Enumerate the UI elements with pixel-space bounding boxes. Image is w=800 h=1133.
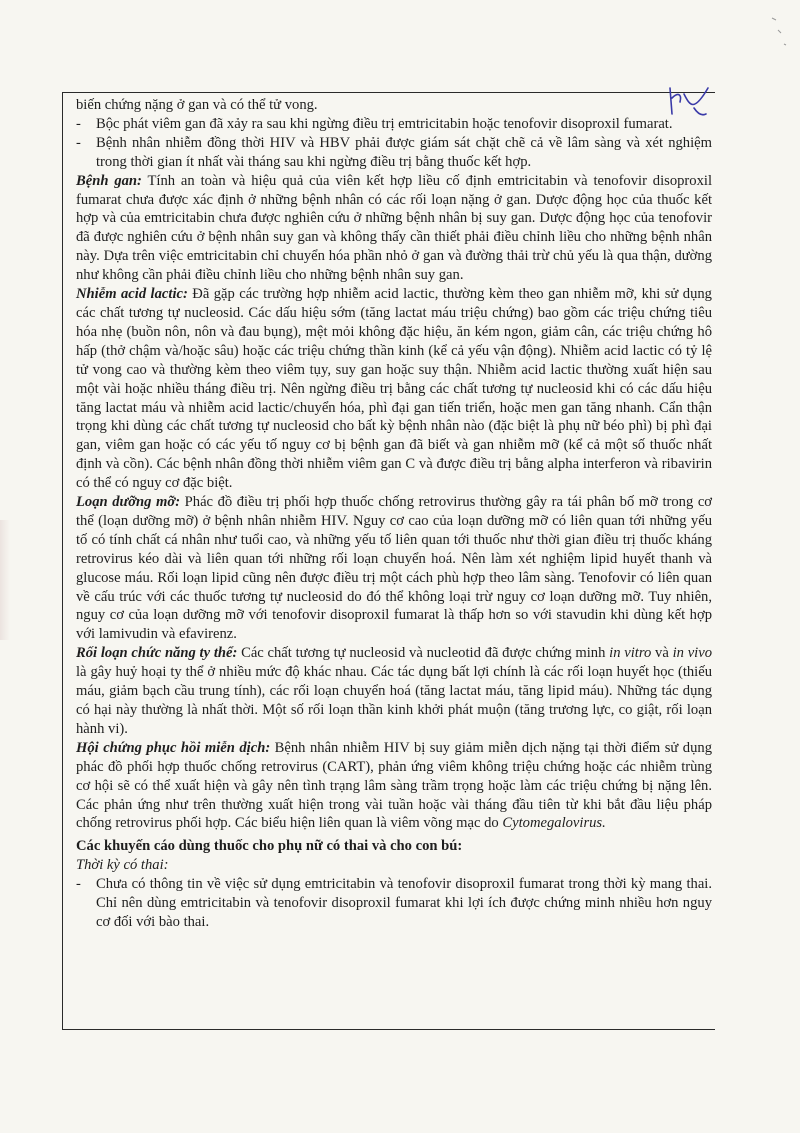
- paragraph-text: Các chất tương tự nucleosid và nucleotid đã được chứng minh: [237, 645, 610, 662]
- section-heading-pregnancy: Các khuyến cáo dùng thuốc cho phụ nữ có thai và cho con bú:: [76, 838, 463, 855]
- paragraph-lactic: [76, 285, 712, 493]
- list-item-text: Chưa có thông tin về việc sử dụng emtricitabin và tenofovir disoproxil fumarat trong thời kỳ mang thai. Chỉ nên dùng emtricitabin và tenofovir disoproxil fumarat khi lợi ích được chứng minh nhiều hơn nguy cơ đối với bào thai.: [96, 876, 712, 930]
- continuation-line: biến chứng nặng ở gan và có thể tử vong.: [76, 97, 318, 113]
- term-in-vivo: in vivo: [672, 645, 712, 662]
- heading-immune: Hội chứng phục hồi miễn dịch:: [76, 739, 271, 756]
- subheading-pregnancy: Thời kỳ có thai:: [76, 857, 169, 874]
- bullet-dash: -: [76, 115, 81, 132]
- list-item: [76, 875, 712, 932]
- list-item: [76, 134, 712, 172]
- paragraph-text: Phác đồ điều trị phối hợp thuốc chống retrovirus thường gây ra tái phân bố mỡ trong cơ thể (loạn dưỡng mỡ) ở bệnh nhân nhiễm HIV. Nguy cơ cao của loạn dưỡng mỡ có liên quan tới những yếu tố có tính chất cá nhân như tuổi cao, và những yếu tố liên quan tới thuốc như thời gian điều trị thuốc kháng retrovirus kéo dài và liên quan tới những rối loạn chuyển hoá. Nên làm xét nghiệm lipid huyết thanh và glucose máu. Rối loạn lipid cũng nên được điều trị một cách phù hợp theo lâm sàng. Tenofovir có liên quan về cấu trúc với các thuốc tương tự nucleosid do đó thể không loại trừ nguy cơ loạn dưỡng mỡ. Tuy nhiên, nguy cơ của loạn dưỡng mỡ với tenofovir disoproxil fumarat là thấp hơn so với stavudin khi dùng kết hợp với lamivudin và efavirenz.: [76, 494, 713, 643]
- edge-stain: [0, 520, 10, 640]
- heading-liver: Bệnh gan:: [76, 172, 142, 189]
- paragraph-text: Tính an toàn và hiệu quả của viên kết hợp liều cố định emtricitabin và tenofovir disoproxil fumarat chưa được xác định ở những bệnh nhân có các rối loạn nặng ở gan. Dược động học của thuốc kết hợp và của emtricitabin chưa được nghiên cứu ở những bệnh nhân bị suy gan. Dược động học của tenofovir đã được nghiên cứu ở bệnh nhân suy gan và không thấy cần thiết phải điều chỉnh liều cho những bệnh nhân này. Dựa trên việc emtricitabin chỉ chuyển hóa phần nhỏ ở gan và đường thải trừ chủ yếu là qua thận, dường như không cần phải điều chỉnh liều cho những bệnh nhân suy gan.: [76, 172, 712, 284]
- list-item-text: Bộc phát viêm gan đã xảy ra sau khi ngừng điều trị emtricitabin hoặc tenofovir disoproxil fumarat.: [96, 115, 673, 132]
- heading-lipodystrophy: Loạn dưỡng mỡ:: [76, 494, 181, 511]
- paragraph-mitochondria: [76, 644, 712, 739]
- paragraph-text: là gây huỷ hoại ty thể ở nhiều mức độ khác nhau. Các tác dụng bất lợi chính là các rối loạn huyết học (thiếu máu, giảm bạch cầu trung tính), các rối loạn chuyển hoá (tăng lactat máu, tăng lipid máu). Những tác dụng có hại này thường là nhất thời. Một số rối loạn thần kinh khởi phát muộn (tăng trương lực, co giật, rối loạn hành vi).: [76, 664, 712, 737]
- corner-pen-marks: [732, 0, 792, 60]
- list-item: [76, 115, 712, 134]
- list-item-text: Bệnh nhân nhiễm đồng thời HIV và HBV phải được giám sát chặt chẽ cả về lâm sàng và xét nghiệm trong thời gian ít nhất vài tháng sau khi ngừng điều trị bằng thuốc kết hợp.: [96, 134, 712, 170]
- paragraph-liver: [76, 172, 712, 285]
- heading-mitochondria: Rối loạn chức năng ty thể:: [76, 645, 238, 662]
- paragraph-lipodystrophy: [76, 493, 712, 644]
- bullet-dash: -: [76, 876, 81, 893]
- paragraph-text: Bệnh nhân nhiễm HIV bị suy giảm miễn dịch nặng tại thời điểm sử dụng phác đồ phối hợp thuốc chống retrovirus (CART), phản ứng viêm không triệu chứng hoặc các nhiễm trùng cơ hội sẽ có thể xuất hiện và gây nên tình trạng lâm sàng trầm trọng hoặc làm các triệu chứng bị nặng lên. Các phản ứng như trên thường xuất hiện trong vài tuần hoặc vài tháng đầu tiên từ khi bắt đầu liệu pháp chống retrovirus phối hợp. Các biểu hiện liên quan là viêm võng mạc do: [76, 739, 712, 832]
- heading-lactic: Nhiễm acid lactic:: [76, 286, 188, 303]
- paragraph-immune: [76, 739, 712, 834]
- document-body: [76, 96, 712, 932]
- paragraph-text: và: [651, 645, 673, 662]
- bullet-dash: -: [76, 134, 81, 151]
- term-in-vitro: in vitro: [609, 645, 652, 662]
- paragraph-text: Đã gặp các trường hợp nhiễm acid lactic, thường kèm theo gan nhiễm mỡ, khi sử dụng các chất tương tự nucleosid. Các dấu hiệu sớm (tăng lactat máu triệu chứng) bao gồm các triệu chứng tiêu hóa nhẹ (buồn nôn, nôn và đau bụng), mệt mỏi không đặc hiệu, ăn kém ngon, giảm cân, các triệu chứng hô hấp (thở chậm và/hoặc sâu) hoặc các triệu chứng thần kinh (kể cả yếu vận động). Nhiễm acid lactic có tỷ lệ tử vong cao và thường kèm theo viêm tụy, suy gan hoặc suy thận. Nhiễm acid lactic thường xuất hiện sau một vài hoặc nhiều tháng điều trị. Nên ngừng điều trị bằng các chất tương tự nucleosid khi có các dấu hiệu tăng lactat máu và nhiễm acid lactic/chuyển hóa, phì đại gan tiến triển, hoặc men gan tăng nhanh. Cẩn thận trọng khi dùng các chất tương tự nucleosid cho bất kỳ bệnh nhân nào (đặc biệt là phụ nữ béo phì) bị phì đại gan, viêm gan hoặc có các yếu tố nguy cơ bị bệnh gan đã biết và gan nhiễm mỡ (kể cả một số thuốc nhất định và cồn). Các bệnh nhân đồng thời nhiễm viêm gan C và được điều trị bằng alpha interferon và ribavirin có thể có nguy cơ đặc biệt.: [76, 286, 712, 492]
- term-cmv: Cytomegalovirus.: [502, 815, 606, 832]
